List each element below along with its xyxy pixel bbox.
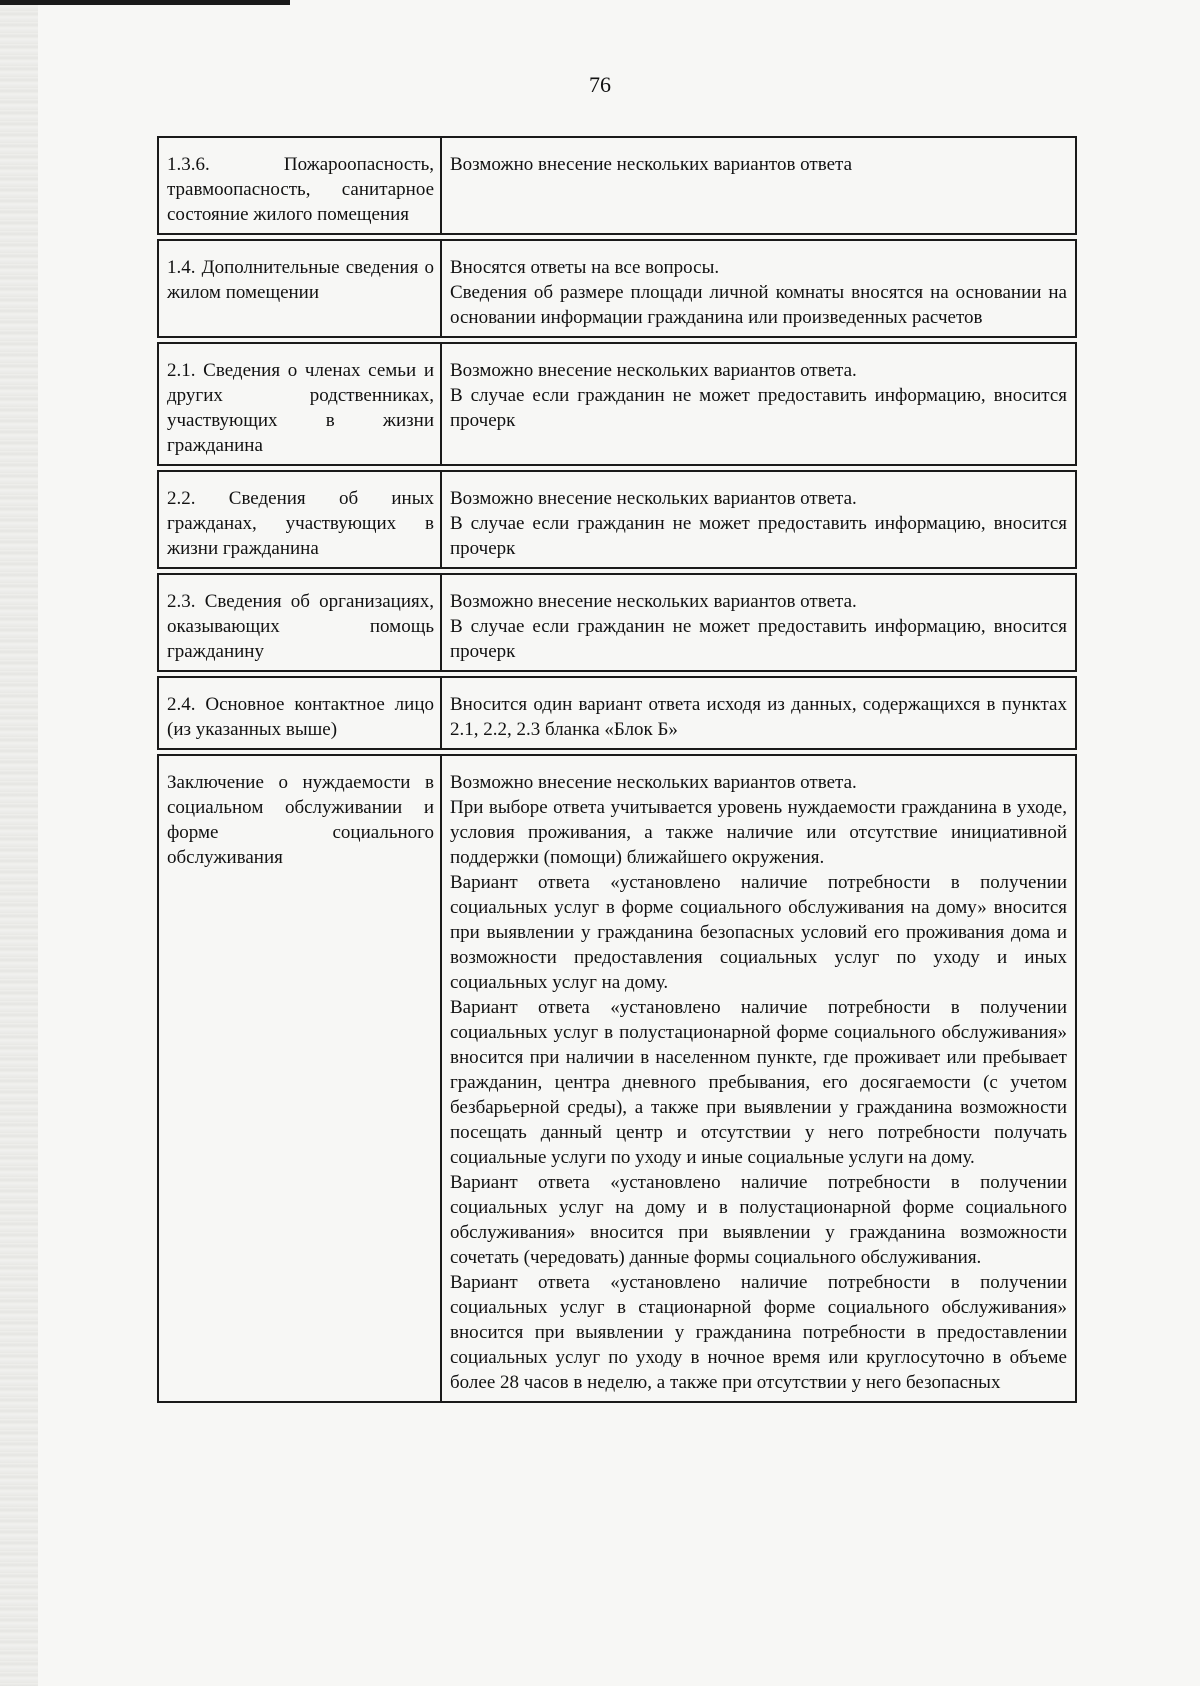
scan-edge-artifact bbox=[0, 0, 38, 1686]
instruction-paragraph: Вариант ответа «установлено наличие потребности в получении социальных услуг в полустационарной форме социального обслуживания» вносится при наличии в населенном пункте, где проживает или пребывает гражданин, центра дневного пребывания, его досягаемости (с учетом безбарьерной среды), а также при выявлении у гражданина возможности посещать данный центр и отсутствии у него потребности получать социальные услуги по уходу и иные социальные услуги на дому. bbox=[450, 997, 1067, 1168]
row-heading-cell: 2.4. Основное контактное лицо (из указанных выше) bbox=[159, 678, 442, 748]
row-heading-cell: 2.3. Сведения об организациях, оказывающих помощь гражданину bbox=[159, 575, 442, 670]
scan-top-bar bbox=[0, 0, 290, 5]
row-instruction-cell bbox=[442, 472, 1075, 567]
table-row bbox=[157, 470, 1077, 569]
instruction-paragraph: Вносятся ответы на все вопросы. bbox=[450, 257, 720, 278]
instruction-paragraph: Возможно внесение нескольких вариантов ответа. bbox=[450, 591, 857, 612]
row-heading-cell: Заключение о нуждаемости в социальном обслуживании и форме социального обслуживания bbox=[159, 756, 442, 1401]
row-instruction-cell bbox=[442, 575, 1075, 670]
instruction-paragraph: В случае если гражданин не может предоставить информацию, вносится прочерк bbox=[450, 616, 1067, 662]
instruction-paragraph: Сведения об размере площади личной комнаты вносятся на основании на основании информации гражданина или произведенных расчетов bbox=[450, 282, 1067, 328]
table-row bbox=[157, 239, 1077, 338]
instruction-paragraph: При выборе ответа учитывается уровень нуждаемости гражданина в уходе, условия проживания, а также наличие или отсутствие инициативной поддержки (помощи) ближайшего окружения. bbox=[450, 797, 1067, 868]
row-heading-cell: 1.3.6. Пожароопасность, травмоопасность, санитарное состояние жилого помещения bbox=[159, 138, 442, 233]
table-row bbox=[157, 342, 1077, 466]
page-number: 76 bbox=[589, 72, 611, 97]
table-row bbox=[157, 573, 1077, 672]
instruction-paragraph: Возможно внесение нескольких вариантов ответа. bbox=[450, 488, 857, 509]
instruction-paragraph: Возможно внесение нескольких вариантов ответа. bbox=[450, 772, 857, 793]
row-instruction-cell bbox=[442, 241, 1075, 336]
row-heading-cell: 2.2. Сведения об иных гражданах, участвующих в жизни гражданина bbox=[159, 472, 442, 567]
row-heading-cell: 2.1. Сведения о членах семьи и других родственниках, участвующих в жизни гражданина bbox=[159, 344, 442, 464]
row-instruction-cell bbox=[442, 756, 1075, 1401]
document-table bbox=[157, 136, 1077, 1403]
instruction-paragraph: Возможно внесение нескольких вариантов ответа bbox=[450, 154, 852, 175]
instruction-paragraph: В случае если гражданин не может предоставить информацию, вносится прочерк bbox=[450, 385, 1067, 431]
table-row bbox=[157, 676, 1077, 750]
instruction-paragraph: Вносится один вариант ответа исходя из данных, содержащихся в пунктах 2.1, 2.2, 2.3 бланка «Блок Б» bbox=[450, 694, 1067, 740]
instruction-paragraph: Вариант ответа «установлено наличие потребности в получении социальных услуг в стационарной форме социального обслуживания» вносится при выявлении у гражданина потребности в предоставлении социальных услуг по уходу в ночное время или круглосуточно в объеме более 28 часов в неделю, а также при отсутствии у него безопасных bbox=[450, 1272, 1067, 1393]
row-instruction-cell bbox=[442, 678, 1075, 748]
row-instruction-cell bbox=[442, 138, 1075, 233]
instruction-paragraph: Вариант ответа «установлено наличие потребности в получении социальных услуг на дому и в полустационарной форме социального обслуживания» вносится при выявлении у гражданина возможности сочетать (чередовать) данные формы социального обслуживания. bbox=[450, 1172, 1067, 1268]
table-row bbox=[157, 136, 1077, 235]
row-instruction-cell bbox=[442, 344, 1075, 464]
instruction-paragraph: Возможно внесение нескольких вариантов ответа. bbox=[450, 360, 857, 381]
instruction-paragraph: Вариант ответа «установлено наличие потребности в получении социальных услуг в форме социального обслуживания на дому» вносится при выявлении у гражданина безопасных условий его проживания дома и возможности предоставления социальных услуг по уходу и иных социальных услуг на дому. bbox=[450, 872, 1067, 993]
row-heading-cell: 1.4. Дополнительные сведения о жилом помещении bbox=[159, 241, 442, 336]
table-row bbox=[157, 754, 1077, 1403]
instruction-paragraph: В случае если гражданин не может предоставить информацию, вносится прочерк bbox=[450, 513, 1067, 559]
